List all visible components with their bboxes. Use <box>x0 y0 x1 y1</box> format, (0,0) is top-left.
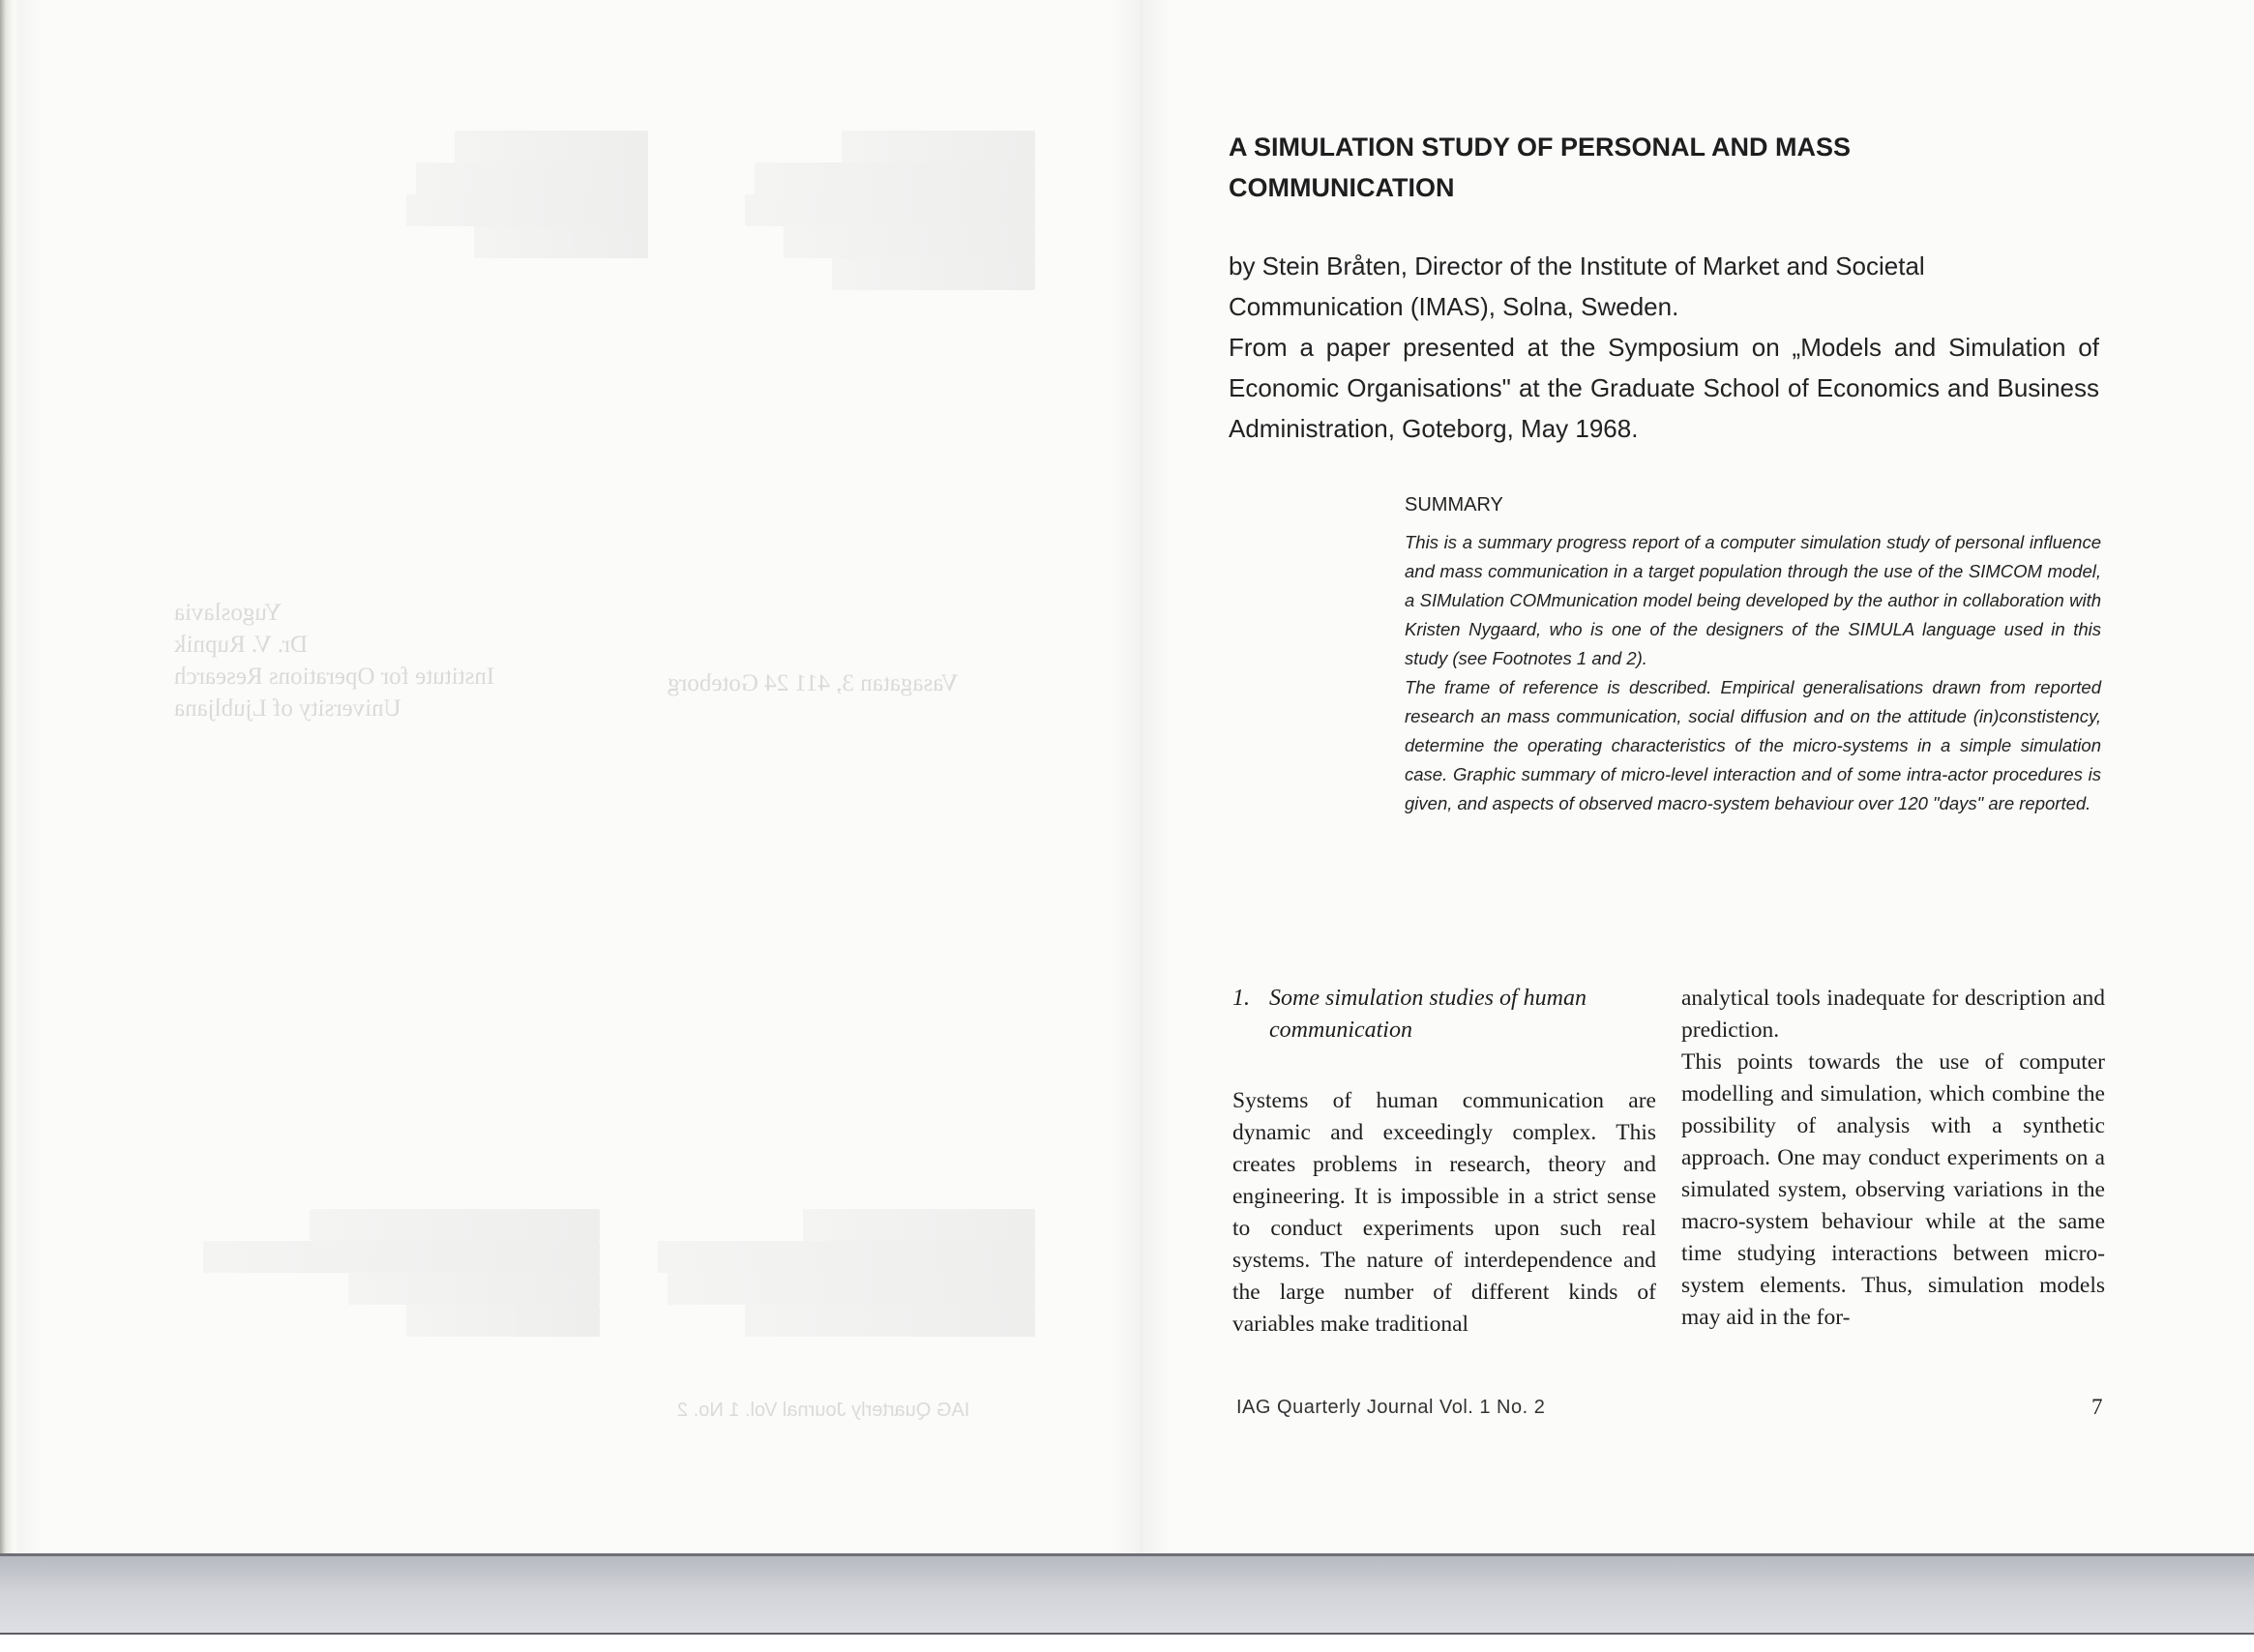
ghost-line: Yugoslavia <box>174 600 282 626</box>
section-title: Some simulation studies of human communication <box>1269 986 1587 1043</box>
body-column-right <box>1681 983 2105 1334</box>
ghost-line: Institute for Operations Research <box>174 664 495 690</box>
section-heading <box>1232 983 1656 1047</box>
ghost-line: Vasagatan 3, 411 24 Goteborg <box>667 670 959 696</box>
author-line: by Stein Bråten, Director of the Institute of Market and Societal Communication (IMAS), Solna, Sweden. <box>1229 251 1925 321</box>
page-number: 7 <box>2091 1395 2103 1419</box>
body-paragraph: Systems of human communication are dynamic and exceedingly complex. This creates problems in research, theory and engineering. It is impossible in a strict sense to conduct experiments upon such real systems. The nature of interdependence and the large number of different kinds of variables make traditional <box>1232 1088 1656 1337</box>
body-column-left <box>1232 983 1656 1341</box>
ghost-column <box>193 1209 600 1337</box>
summary-block <box>1405 491 2101 818</box>
book-gutter <box>1112 0 1171 1553</box>
journal-footer: IAG Quarterly Journal Vol. 1 No. 2 <box>1236 1397 1546 1418</box>
article-byline <box>1229 246 2099 449</box>
source-line: From a paper presented at the Symposium on „Models and Simulation of Economic Organisations" at the Graduate School of Economics and Business Administration, Goteborg, May 1968. <box>1229 333 2099 443</box>
ghost-column <box>648 1209 1035 1337</box>
summary-paragraph: This is a summary progress report of a computer simulation study of personal influence and mass communication in a target population through the use of the SIMCOM model, a SIMulation COMmunication model being developed by the author in collaboration with Kristen Nygaard, who is one of the designers of the SIMULA language used in this study (see Footnotes 1 and 2). <box>1405 532 2101 668</box>
body-paragraph: This points towards the use of computer modelling and simulation, which combine the possibility of analysis with a synthetic approach. One may conduct experiments on a simulated system, observing variations in the macro-system behaviour while at the same time studying interactions between micro-system elements. Thus, simulation models may aid in the for- <box>1681 1049 2105 1330</box>
summary-paragraph: The frame of reference is described. Empirical generalisations drawn from reported research an mass communication, social diffusion and on the attitude (in)constistency, determine the operating characteristics of the micro-systems in a simple simulation case. Graphic summary of micro-level interaction and of some intra-actor procedures is given, and aspects of observed macro-system behaviour over 120 "days" are reported. <box>1405 677 2101 813</box>
ghost-column <box>397 131 648 258</box>
ghost-column <box>735 131 1035 290</box>
article-title: A SIMULATION STUDY OF PERSONAL AND MASS COMMUNICATION <box>1229 133 1852 202</box>
ghost-footer: IAG Quarterly Journal Vol. 1 No. 2 <box>677 1400 970 1421</box>
scanner-edge <box>0 1633 2254 1652</box>
ghost-line: University of Ljubljana <box>174 695 401 722</box>
ghost-text-block <box>667 667 1035 699</box>
summary-heading: SUMMARY <box>1405 494 1503 516</box>
section-number: 1. <box>1232 986 1250 1011</box>
ghost-line: Dr. V. Rupnik <box>174 632 309 658</box>
ghost-text-block <box>174 597 600 724</box>
body-paragraph: analytical tools inadequate for description and prediction. <box>1681 986 2105 1043</box>
left-page-edge <box>0 0 39 1553</box>
